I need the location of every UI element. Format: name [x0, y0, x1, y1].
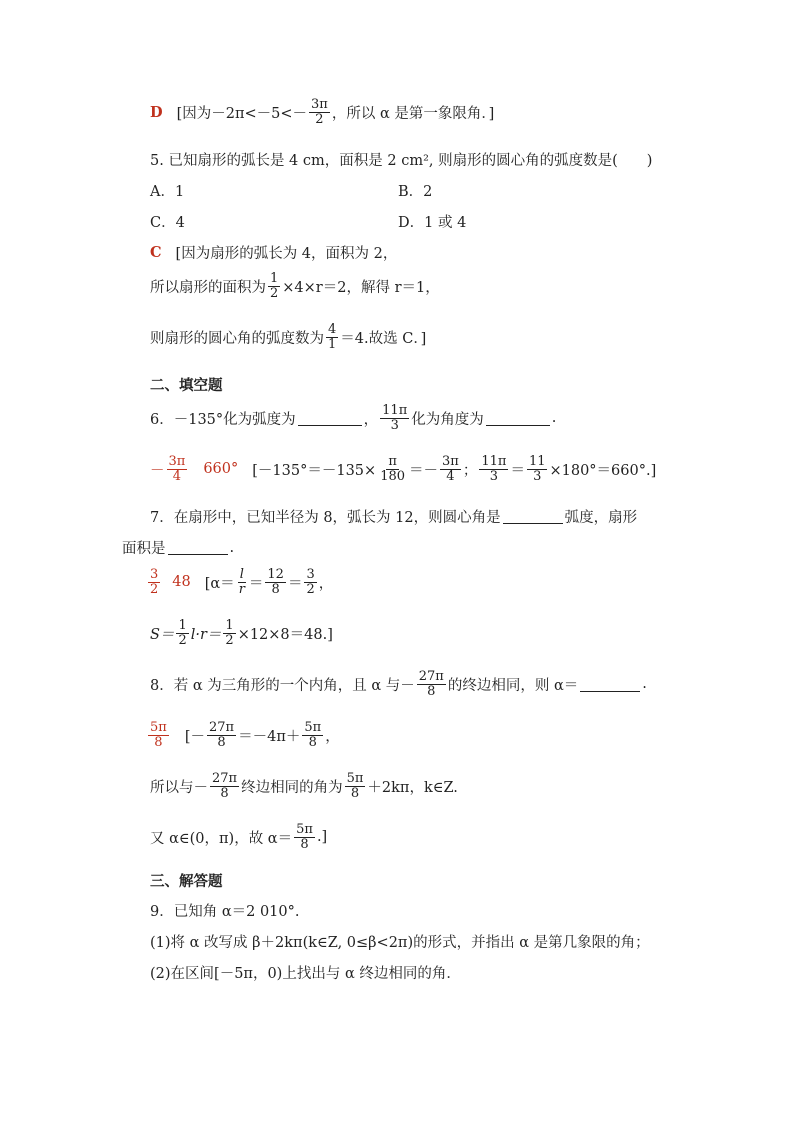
answer-value: 48 [172, 574, 191, 591]
section-heading: 二、填空题 [150, 378, 223, 394]
q5-solution-2: 所以扇形的面积为 $\frac{1}{2}$ ×4×r＝2，解得 r＝1， [150, 271, 440, 301]
q4-answer-line [150, 98, 494, 126]
fraction: $\frac{3}{2}$ [306, 567, 315, 597]
answer-fraction: $\frac{5\pi}{8}$ [150, 720, 167, 750]
fraction: $\frac{12}{8}$ [267, 567, 284, 597]
fraction: $\frac{l}{r}$ [238, 567, 245, 597]
fraction: $\frac{3\pi}{2}$ [311, 97, 328, 127]
answer-letter: D [150, 103, 163, 121]
fraction: $\frac{4}{1}$ [328, 322, 337, 352]
fraction: $\frac{27\pi}{8}$ [418, 669, 444, 699]
q5-stem: 5. 已知扇形的弧长是 4 cm，面积是 2 cm², 则扇形的圆心角的弧度数是( ) [150, 153, 653, 169]
q5-solution-1: C [因为扇形的弧长为 4，面积为 2， [150, 244, 398, 262]
q7-stem-2: 面积是 . [122, 539, 235, 557]
q9-stem: 9．已知角 α＝2 010°. [150, 904, 300, 920]
answer-letter: C [150, 244, 162, 261]
fraction: $\frac{11\pi}{3}$ [382, 403, 408, 433]
option-d: D．1 或 4 [398, 215, 467, 231]
fraction: $\frac{1}{2}$ [270, 271, 279, 301]
answer-value: 660° [203, 461, 239, 478]
answer-fraction: $\frac{3\pi}{4}$ [168, 454, 186, 484]
option-a: A．1 [150, 184, 185, 200]
fraction: $\frac{11\pi}{3}$ [481, 454, 507, 484]
fraction: $\frac{3\pi}{4}$ [442, 454, 459, 484]
answer-fraction: $\frac{3}{2}$ [150, 567, 159, 597]
fraction: $\frac{5\pi}{8}$ [304, 720, 322, 750]
solution-text: [因为－2π<－5<－ [176, 105, 308, 122]
q5-solution-3: 则扇形的圆心角的弧度数为 $\frac{4}{1}$ ＝4.故选 C．] [150, 322, 427, 352]
fraction: $\frac{27\pi}{8}$ [209, 720, 235, 750]
fraction: $\frac{5\pi}{8}$ [296, 822, 313, 852]
q8-stem: 8．若 α 为三角形的一个内角，且 α 与－ $\frac{27\pi}{8}$ 的终边相同，则 α＝ . [150, 669, 647, 699]
q6-answer-line: － $\frac{3\pi}{4}$ 660° [－135°＝－135× $\frac{\pi}{180}$ ＝－ $\frac{3\pi}{4}$ ； $\frac{11\pi}{3}$ ＝ $\frac{11}{3}$ ×180°＝660°.] [150, 454, 657, 484]
q6-stem: 6．－135°化为弧度为 ， $\frac{11\pi}{3}$ 化为角度为 . [150, 403, 557, 433]
fraction: $\frac{1}{2}$ [178, 618, 187, 648]
section-heading: 三、解答题 [150, 874, 223, 890]
q8-solution-2: 所以与－ $\frac{27\pi}{8}$ 终边相同的角为 $\frac{5\pi}{8}$ ＋2kπ，k∈Z. [150, 771, 458, 801]
q7-answer-line: $\frac{3}{2}$ 48 [α＝ $\frac{l}{r}$ ＝ $\frac{12}{8}$ ＝ $\frac{3}{2}$ ， [150, 567, 334, 597]
fraction: $\frac{1}{2}$ [225, 618, 234, 648]
fraction: $\frac{5\pi}{8}$ [346, 771, 364, 801]
fraction: $\frac{\pi}{180}$ [380, 454, 406, 484]
q8-answer-line: $\frac{5\pi}{8}$ [－ $\frac{27\pi}{8}$ ＝－4π＋ $\frac{5\pi}{8}$ ， [150, 720, 340, 750]
fraction: $\frac{27\pi}{8}$ [212, 771, 238, 801]
q8-solution-3: 又 α∈(0，π)，故 α＝ $\frac{5\pi}{8}$ .] [150, 822, 328, 852]
q9-part-1: (1)将 α 改写成 β＋2kπ(k∈Z, 0≤β<2π)的形式，并指出 α 是第几象限的角； [150, 935, 650, 951]
option-c: C．4 [150, 215, 185, 231]
option-b: B．2 [398, 184, 433, 200]
q7-stem-1: 7．在扇形中，已知半径为 8，弧长为 12，则圆心角是 弧度，扇形 [150, 510, 638, 526]
q9-part-2: (2)在区间[－5π，0)上找出与 α 终边相同的角． [150, 966, 461, 982]
solution-text: ，所以 α 是第一象限角．] [331, 105, 495, 122]
q7-solution-2: S＝ $\frac{1}{2}$ l·r＝ $\frac{1}{2}$ ×12×8＝48.] [150, 618, 333, 648]
fraction: $\frac{11}{3}$ [528, 454, 546, 484]
